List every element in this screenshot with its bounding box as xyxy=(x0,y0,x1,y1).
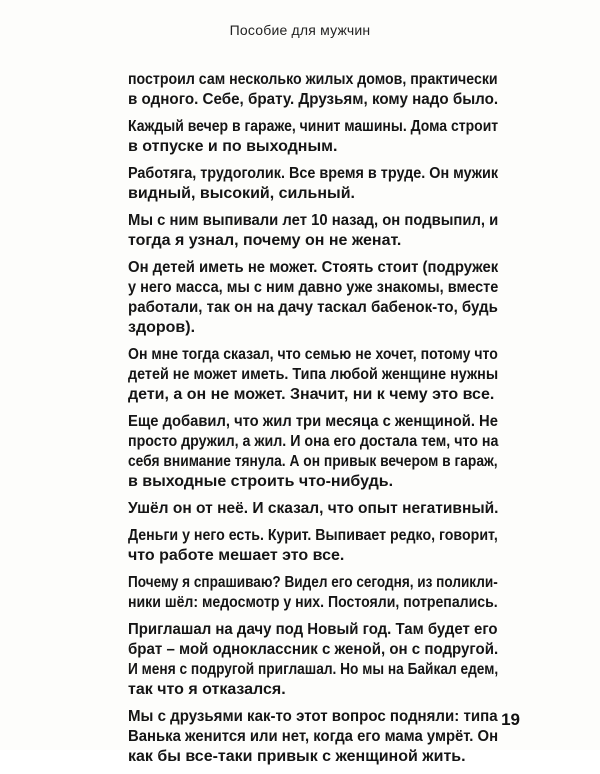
page-number: 19 xyxy=(501,710,520,729)
text-line: Каждый вечер в гараже, чинит машины. Дома строит xyxy=(128,118,499,135)
text-line: Еще добавил, что жил три месяца с женщиной. Не xyxy=(128,413,498,430)
paragraph xyxy=(128,499,498,519)
text-line: ники шёл: медосмотр у них. Постояли, потрепались. xyxy=(128,594,498,611)
text-line: видный, высокий, сильный. xyxy=(128,185,355,202)
paragraph xyxy=(128,526,498,566)
text-line: себя внимание тянула. А он привык вечером в гараж, xyxy=(128,453,498,470)
text-line: брат – мой одноклассник с женой, он с подругой. xyxy=(128,641,499,658)
paragraph xyxy=(128,117,498,157)
text-line: Ушёл он от неё. И сказал, что опыт негативный. xyxy=(128,500,499,517)
text-line: Он детей иметь не может. Стоять стоит (подружек xyxy=(128,259,499,276)
paragraph xyxy=(128,211,498,251)
text-line: Мы с ним выпивали лет 10 назад, он подвыпил, и xyxy=(128,212,499,229)
text-line: Мы с друзьями как-то этот вопрос подняли: типа xyxy=(128,708,498,725)
text-line: так что я отказался. xyxy=(128,681,286,698)
text-line: здоров). xyxy=(128,319,196,336)
paragraph xyxy=(128,70,498,110)
paragraph xyxy=(128,164,498,204)
text-line: тогда я узнал, почему он не женат. xyxy=(128,232,402,249)
text-line: как бы все-таки привык с женщиной жить. xyxy=(128,748,466,765)
text-line: в выходные строить что-нибудь. xyxy=(128,473,394,490)
text-line: Деньги у него есть. Курит. Выпивает редко, говорит, xyxy=(128,527,498,544)
text-line: Почему я спрашиваю? Видел его сегодня, из поликли- xyxy=(128,574,498,591)
text-line: Он мне тогда сказал, что семью не хочет, потому что xyxy=(128,346,498,363)
paragraph xyxy=(128,573,498,613)
text-line: дети, а он не может. Значит, ни к чему это все. xyxy=(128,386,495,403)
text-line: в одного. Себе, брату. Друзьям, кому надо было. xyxy=(128,91,499,108)
text-line: Работяга, трудоголик. Все время в труде. Он мужик xyxy=(128,165,499,182)
paragraph xyxy=(128,345,498,405)
paragraph xyxy=(128,412,498,492)
body-text xyxy=(128,70,498,774)
text-line: у него масса, мы с ним давно уже знакомы, вместе xyxy=(128,279,499,296)
text-line: просто дружил, а жил. И она его достала тем, что на xyxy=(128,433,499,450)
paragraph xyxy=(128,620,498,700)
text-line: что работе мешает это все. xyxy=(128,547,345,564)
paragraph xyxy=(128,258,498,338)
text-line: в отпуске и по выходным. xyxy=(128,138,338,155)
paragraph xyxy=(128,707,498,767)
text-line: Ванька женится или нет, когда его мама умрёт. Он xyxy=(128,728,499,745)
text-line: работали, так он на дачу таскал бабенок-то, будь xyxy=(128,299,498,316)
running-header: Пособие для мужчин xyxy=(229,22,371,38)
text-line: построил сам несколько жилых домов, практически xyxy=(128,71,498,88)
text-line: детей не может иметь. Типа любой женщине нужны xyxy=(128,366,499,383)
text-line: Приглашал на дачу под Новый год. Там будет его xyxy=(128,621,498,638)
text-line: И меня с подругой приглашал. Но мы на Байкал едем, xyxy=(128,661,499,678)
